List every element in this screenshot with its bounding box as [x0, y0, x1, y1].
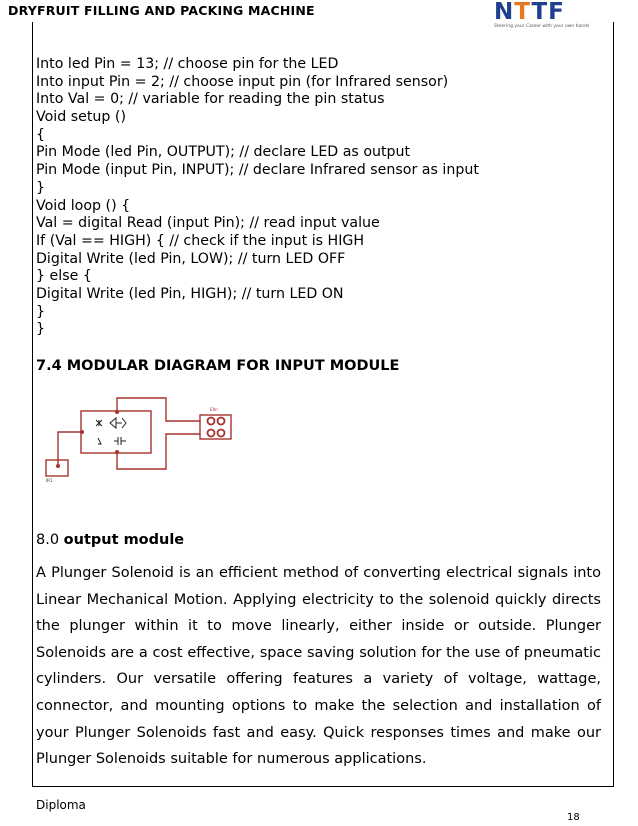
wire-top: [117, 398, 200, 421]
code-line: Val = digital Read (input Pin); // read input value: [36, 215, 380, 232]
logo-wordmark: NTTF: [494, 0, 565, 25]
wire-bottom: [117, 434, 200, 469]
input-module-diagram: [40, 386, 250, 486]
code-line: Void loop () {: [36, 197, 131, 214]
output-module-heading: 8.0 output module: [36, 532, 185, 548]
code-line: Digital Write (led Pin, LOW); // turn LED OFF: [36, 250, 346, 267]
output-module-paragraph: A Plunger Solenoid is an efficient method of converting electrical signals into Linear Mechanical Motion. Applying electricity to the solenoid quickly directs the plunger within it to move linearly, either inside or outside. Plunger Solenoids are a cost effective, space saving solution for the use of pneumatic cylinders. Our versatile offering features a variety of voltage, wattage, connector, and mounting options to make the selection and installation of your Plunger Solenoids fast and easy. Quick responses times and make our Plunger Solenoids suitable for numerous applications.: [36, 565, 601, 768]
code-line: Into led Pin = 13; // choose pin for the LED: [36, 56, 339, 72]
code-line: }: [36, 179, 46, 196]
diagram-label-top: EXn: [210, 407, 218, 412]
code-line: }: [36, 321, 46, 338]
code-line: Into input Pin = 2; // choose input pin (for Infrared sensor): [36, 73, 449, 90]
code-line: } else {: [36, 268, 92, 285]
sensor-module-box: [81, 411, 151, 453]
code-line: Pin Mode (led Pin, OUTPUT); // declare LED as output: [36, 144, 411, 161]
code-line: }: [36, 303, 46, 320]
connector-pin-2: [218, 418, 225, 425]
code-line: {: [36, 126, 46, 143]
wire-left: [58, 432, 81, 466]
diode-symbol: [110, 418, 126, 428]
connector-pin-4: [218, 430, 225, 437]
code-line: If (Val == HIGH) { // check if the input is HIGH: [36, 232, 365, 249]
ir-led-symbol: [96, 420, 102, 426]
page-number: 18: [567, 812, 580, 823]
code-line: Into Val = 0; // variable for reading the pin status: [36, 91, 385, 108]
connector-block: [200, 415, 231, 439]
diagram-label-bottom: IR1: [46, 478, 53, 483]
transistor-symbol: [98, 438, 101, 444]
code-line: Void setup (): [36, 109, 127, 126]
page-header-title: DRYFRUIT FILLING AND PACKING MACHINE: [8, 3, 315, 18]
logo-tagline: Steering your Career with your own hands: [494, 24, 590, 29]
section-heading: 7.4 MODULAR DIAGRAM FOR INPUT MODULE: [36, 358, 400, 374]
capacitor-symbol: [114, 437, 126, 445]
ground-block: [46, 460, 68, 476]
code-line: Digital Write (led Pin, HIGH); // turn LED ON: [36, 285, 344, 302]
code-block: [36, 56, 479, 339]
code-line: Pin Mode (input Pin, INPUT); // declare Infrared sensor as input: [36, 162, 479, 179]
connector-pin-3: [208, 430, 215, 437]
connector-pin-1: [208, 418, 215, 425]
footer-diploma: Diploma: [36, 798, 86, 812]
